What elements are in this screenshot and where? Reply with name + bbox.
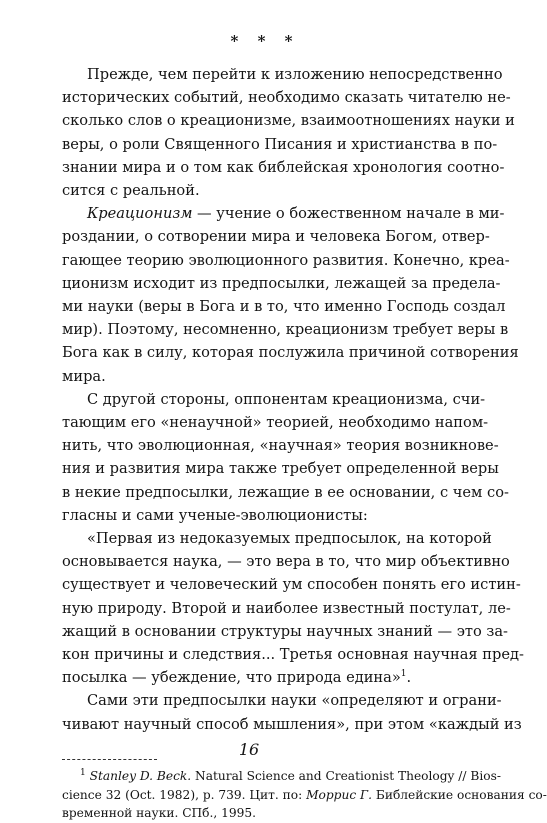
text-line: кон причины и следствия... Третья основная научная пред- xyxy=(62,646,524,664)
footnote-divider xyxy=(62,759,157,760)
text-line: существует и человеческий ум способен понять его истин- xyxy=(62,576,521,594)
text-line: мир). Поэтому, несомненно, креационизм требует веры в xyxy=(62,321,509,339)
text-line: нить, что эволюционная, «научная» теория возникнове- xyxy=(62,437,499,455)
text-fragment: Библейские основания со- xyxy=(371,787,547,802)
text-line: сится с реальной. xyxy=(62,182,200,200)
text-line xyxy=(62,202,505,225)
paragraph-creationism-definition xyxy=(62,202,519,388)
text-line: ную природу. Второй и наиболее известный постулат, ле- xyxy=(62,599,511,617)
page-number: 16 xyxy=(238,740,260,759)
text-line: чивают научный способ мышления», при этом «каждый из xyxy=(62,715,522,733)
paragraph-quotation xyxy=(62,527,524,689)
footnote-line: временной науки. СПб., 1995. xyxy=(62,806,257,821)
text-fragment: посылка — убеждение, что природа едина» xyxy=(62,669,401,687)
text-fragment: . xyxy=(406,669,412,687)
text-line: тающим его «ненаучной» теорией, необходимо напом- xyxy=(62,414,489,432)
footnote-number: 1 xyxy=(80,767,86,778)
text-line: жащий в основании структуры научных знаний — это за- xyxy=(62,622,508,640)
text-line: роздании, о сотворении мира и человека Богом, отвер- xyxy=(62,228,490,246)
text-line: Прежде, чем перейти к изложению непосредственно xyxy=(87,66,503,83)
text-line: в некие предпосылки, лежащие в ее основании, с чем со- xyxy=(62,483,509,501)
text-fragment: cience 32 (Oct. 1982), p. 739. Цит. по: xyxy=(62,787,307,802)
paragraph-intro xyxy=(62,63,515,202)
text-line: гласны и сами ученые-эволюционисты: xyxy=(62,506,368,524)
text-line: основывается наука, — это вера в то, что мир объективно xyxy=(62,553,510,571)
text-line: «Первая из недоказуемых предпосылок, на которой xyxy=(87,530,492,548)
footnote-line xyxy=(62,767,501,786)
book-page xyxy=(62,30,547,823)
text-line: исторических событий, необходимо сказать читателю не- xyxy=(62,89,511,107)
text-line: Бога как в силу, которая послужила причиной сотворения xyxy=(62,344,519,362)
text-line: сколько слов о креационизме, взаимоотношениях науки и xyxy=(62,112,515,130)
text-line: знании мира и о том как библейская хронология соотно- xyxy=(62,158,505,176)
text-line: гающее теорию эволюционного развития. Конечно, креа- xyxy=(62,251,510,269)
text-fragment: — учение о божественном начале в ми- xyxy=(192,205,505,223)
text-fragment: Natural Science and Creationist Theology // Bios- xyxy=(191,768,501,783)
footnote xyxy=(62,767,547,823)
text-line: ционизм исходит из предпосылки, лежащей за предела- xyxy=(62,274,501,292)
footnote-line xyxy=(62,786,547,805)
footnote-author: Stanley D. Beck. xyxy=(89,768,192,783)
defined-term: Креационизм xyxy=(87,205,193,223)
section-separator: * * * xyxy=(230,32,300,50)
footnote-reference[interactable]: 1 xyxy=(400,669,407,680)
footnote-cited-author: Моррис Г. xyxy=(306,787,372,802)
text-line: веры, о роли Священного Писания и христианства в по- xyxy=(62,135,498,153)
text-line: мира. xyxy=(62,367,106,385)
text-line: ми науки (веры в Бога и в то, что именно Господь создал xyxy=(62,298,506,316)
paragraph-opponents xyxy=(62,388,509,527)
text-line: ния и развития мира также требует определенной веры xyxy=(62,460,499,478)
text-line: С другой стороны, оппонентам креационизма, счи- xyxy=(87,390,486,408)
text-line: Сами эти предпосылки науки «определяют и ограни- xyxy=(87,692,502,710)
text-line xyxy=(62,666,462,689)
paragraph-premises xyxy=(62,689,522,735)
